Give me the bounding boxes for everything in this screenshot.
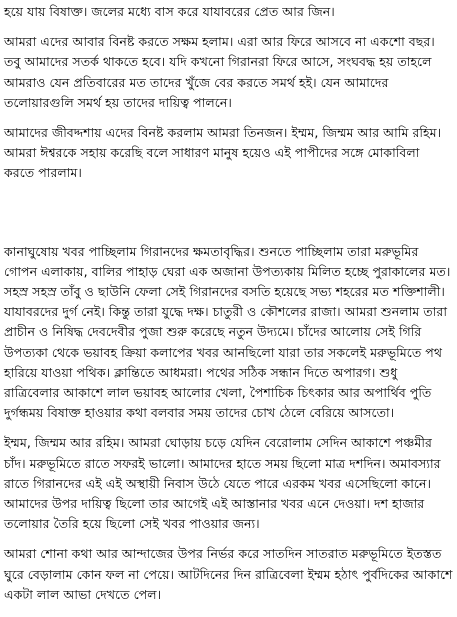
paragraph-2: আমরা এদের আবার বিনষ্ট করতে সক্ষম হলাম। এরা আর ফিরে আসবে না একশো বছর। তবু আমাদের সতর্ক থাকতে হবে। যদি কখনো গিরানরা ফিরে আসে, সংঘবদ্ধ হয় তাহলে আমরাও যেন প্রতিবারের মত তাদের খুঁজে বের করতে সমর্থ হই। যেন আমাদের তলোয়ারগুলি সমর্থ হয় তাদের দায়িত্ব পালনে।	[4, 34, 439, 110]
paragraph-4: কানাঘুষোয় খবর পাচ্ছিলাম গিরানদের ক্ষমতাবৃদ্ধির। শুনতে পাচ্ছিলাম তারা মরুভূমির গোপন এলাকায়, বালির পাহাড় ঘেরা এক অজানা উপত্যকায় মিলিত হচ্ছে পুরাকালের মত। সহস্র সহস্র তাঁবু ও ছাউনি ফেলা সেই গিরানদের বসতি হয়েছে সভ্য শহরের মত শক্তিশালী। যাযাবরদের দুর্গ নেই। কিন্তু তারা যুদ্ধে দক্ষ। চাতুরী ও কৌশলের রাজা। আমরা শুনলাম তারা প্রাচীন ও নিষিদ্ধ দেবদেবীর পুজা শুরু করেছে নতুন উদ্যমে। চাঁদের আলোয় সেই গিরি উপত্যকা থেকে ভয়াবহ ক্রিয়া কলাপের খবর আনছিলো যারা তার সকলেই মরুভূমিতে পথ হারিয়ে যাওয়া পথিক। ক্লান্তিতে আধমরা। পথের সঠিক সন্ধান দিতে অপারগ। শুধু রাত্রিবেলার আকাশে লাল ভয়াবহ আলোর খেলা, পৈশাচিক চিৎকার আর অপার্থিব পুতি দুর্গন্ধময় বিষাক্ত হাওয়ার কথা বলবার সময় তাদের চোখ ঠেলে বেরিয়ে আসতো।	[4, 243, 455, 421]
paragraph-6: আমরা শোনা কথা আর আন্দাজের উপর নির্ভর করে সাতদিন সাতরাত মরুভূমিতে ইতস্তত ঘুরে বেড়ালাম কোন ফল না পেয়ে। আটদিনের দিন রাত্রিবেলা ইম্মম হঠাৎ পুর্বদিকের আকাশে একটা লাল আভা দেখতে পেল।	[4, 546, 457, 602]
paragraph-spacer	[4, 423, 453, 433]
paragraph-5: ইম্মম, জিম্মম আর রহিম। আমরা ঘোড়ায় চড়ে যেদিন বেরোলাম সেদিন আকাশে পঞ্চমীর চাঁদ। মরুভূমিতে রাতে সফরই ভালো। আমাদের হাতে সময় ছিলো মাত্র দশদিন। অমাবস্যার রাতে গিরানদের এই এই অস্থায়ী নিবাস উঠে যেতে পারে এরকম খবর এসেছিলো কানে। আমাদের উপর দায়িত্ব ছিলো তার আগেই এই আস্তানার খবর এনে দেওয়া। দশ হাজার তলোয়ার তৈরি হয়ে ছিলো সেই খবর পাওয়ার জন্য।	[4, 435, 445, 532]
section-gap	[4, 184, 453, 242]
paragraph-spacer	[4, 22, 453, 32]
paragraph-spacer	[4, 113, 453, 123]
paragraph-3: আমাদের জীবদ্দশায় এদের বিনষ্ট করলাম আমরা তিনজন। ইম্মম, জিম্মম আর আমি রহিম। আমরা ঈশ্বরকে সহায় করেছি বলে সাধারণ মানুষ হয়েও এই পাপীদের সঙ্গে মোকাবিলা করতে পারলাম।	[4, 125, 446, 181]
paragraph-spacer	[4, 534, 453, 544]
paragraph-1: হয়ে যায় বিষাক্ত। জলের মধ্যে বাস করে যাযাবরের প্রেত আর জিন।	[4, 4, 335, 19]
